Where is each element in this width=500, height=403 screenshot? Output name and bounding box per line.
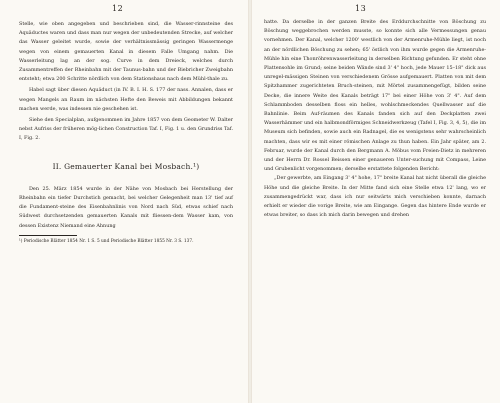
- paragraph: Habel sagt über diesen Aquäduct (in IV. B. I. H. S. 177 der nass. Annalen, dass er wegen Mangels an Raum im nächsten Hefte den Beweis mit Abbildungen bekannt machen werde, was indessen nie geschehen ist.: [19, 87, 233, 112]
- page-number: 13: [355, 4, 367, 13]
- section-heading: II. Gemauerter Kanal bei Mosbach.¹): [52, 161, 200, 171]
- paragraph: hatte. Da derselbe in der ganzen Breite des Erddurchschnitte von Böschung zu Böschung weggebrochen werden musste, so konnte sich alle Vermessungen genau vornehmen. Der Kanal, welcher 1200' westlich von der Armenruhe-Mühle liegt, ist noch an der nördlichen Böschung zu sehen; 65' östlich von ihm wurde gegen die Armenruhe-Mühle hin eine Thonröhrenwasserleitung in derselben Richtung gefunden. Er steht ohne Plattensohle im Grund; seine beiden Wände sind 3' 4" hoch, jede Mauer 15–18" dick aus unregel-mässigen Steinen von verschiedenem Grösse aufgemauert. Platten von mit dem Spitzhammer zugerichteten Bruch-steinen, mit Mörtel zusammengefügt, bilden seine Decke, die innere Weite des Kanals beträgt 17" bei einer Höhe von 3' 4". Auf dem Schlammboden desselben floss ein helles, wohlschmeckendes Quellwasser auf die Bahnlinie. Beim Auf-räumen des Kanals fanden sich auf den Deckplatten zwei Wasserhämmer und ein halbmondförmiges Schneidwerkzeug (Tafel I, Fig. 3, 4, 5), die im Museum sich befinden, sowie auch ein Radnagel, die es wenigstens sehr wahrscheinlich machten, dass wir es mit einer römischen Anlage zu thun haben. Ein Jahr später, am 2. Februar, wurde der Kanal durch den Bergmann A. Möbus vom Freien-Dietz in mehreren und der Herrn Dr. Rossel Beissen einer genaueren Unter-suchung mit Compass, Leine und Grubenlicht vorgenommen; derselbe erstattete folgenden Bericht:: [264, 19, 486, 173]
- page-number: 12: [112, 4, 124, 13]
- page-body: [264, 18, 486, 220]
- paragraph: „Der gewerbte, am Eingang 3' 4" hohe, 17" breite Kanal hat nicht überall die gleiche Höhe und die gleiche Breite. In der Mitte fand sich eine Stelle etwa 12' lang, wo er zusammengedrückt war, dass ich nur seitwärts mich verschieben konnte, darnach erhielt er wieder die vorige Breite, wie am Eingange. Gegen das hintere Ende wurde er etwas breiter, so dass ich mich darin bewegen und drehen: [264, 175, 486, 219]
- footnote: ¹) Periodische Blätter 1854 Nr. 1 S. 5 und Periodische Blätter 1855 Nr. 3 S. 137.: [19, 238, 194, 244]
- footnote-rule: [19, 235, 77, 236]
- paragraph: Den 25. März 1854 wurde in der Nähe von Mosbach bei Herstellung der Rheinbahn ein tiefer Durchstich gemacht, bei welcher Gelegenheit man 13' tief auf die Fundament-steine des Eisenbahnlinis von Nord nach Süd, etwas schief nach Südwest durchsetzenden gemauerten Kanals mit fliessen-dem Wasser kam, von dessen Existenz Niemand eine Ahnung: [19, 185, 233, 229]
- paragraph: Stelle, wie oben angegeben und beschrieben sind, die Wasser-rinnsteine des Aquäductes waren und dass man nur wegen der unbedeutenden Strecke, auf welcher das Wasser geleitet wurde, sowie der verhältnissmässig geringen Wassermenge wegen von einem gemauerten Kanal in diesem Falle Umgang nahm. Die Wasserleitung lag an der sog. Curve in dem Dreieck, welches durch Zusammentreffen der Rheinbahn mit der Taunus-bahn und der Biebricher Zweigbahn entsteht; etwa 200 Schritte nördlich von dem Stationshaus nach dem Mühl-thale zu.: [19, 21, 233, 83]
- paragraph: Siehe den Specialplan, aufgenommen im Jahre 1857 von dem Geometer W. Dalter nebst Aufriss der früheren mög-lichen Construction Taf. I, Fig. 1 u. den Grundriss Taf. I, Fig. 2.: [19, 117, 233, 142]
- left-page: [0, 0, 248, 403]
- right-page: [252, 0, 500, 403]
- page-body: [19, 20, 233, 245]
